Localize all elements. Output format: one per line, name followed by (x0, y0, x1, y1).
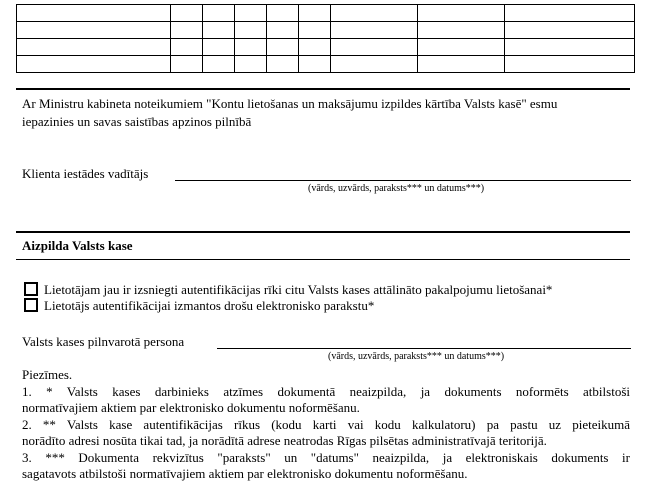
treasury-heading-underline (16, 259, 630, 260)
table-cell[interactable] (331, 22, 418, 39)
table-cell[interactable] (299, 56, 331, 73)
note-3-line2: sagatavots atbilstoši normatīvajiem aktiem par elektronisko dokumentu noformēšanu. (22, 466, 468, 481)
table-row (17, 56, 635, 73)
table-cell[interactable] (267, 56, 299, 73)
auth-tools-issued-label: Lietotājam jau ir izsniegti autentifikācijas rīki citu Valsts kases attālināto pakalpojumu lietošanai* (44, 282, 553, 297)
agreement-text-line2: iepazinies un savas saistības apzinos pilnībā (22, 114, 252, 129)
section-divider-middle (16, 231, 630, 233)
table-cell[interactable] (267, 5, 299, 22)
table-cell[interactable] (235, 39, 267, 56)
client-head-caption: (vārds, uzvārds, paraksts*** un datums***) (308, 183, 485, 194)
note-3-line1: 3. *** Dokumenta rekvizītus "paraksts" un "datums" neaizpilda, ja elektroniskais dokuments ir (22, 450, 630, 465)
table-cell[interactable] (171, 22, 203, 39)
treasury-person-label: Valsts kases pilnvarotā persona (22, 334, 185, 349)
table-cell[interactable] (203, 39, 235, 56)
table-cell[interactable] (203, 56, 235, 73)
table-cell[interactable] (267, 22, 299, 39)
table-cell[interactable] (418, 5, 505, 22)
table-cell[interactable] (505, 56, 635, 73)
notes-title: Piezīmes. (22, 367, 73, 382)
table-cell[interactable] (171, 56, 203, 73)
e-signature-checkbox[interactable] (24, 298, 38, 312)
table-cell[interactable] (331, 56, 418, 73)
table-cell[interactable] (171, 39, 203, 56)
table-cell[interactable] (418, 39, 505, 56)
auth-tools-issued-checkbox[interactable] (24, 282, 38, 296)
table-cell[interactable] (203, 22, 235, 39)
treasury-person-caption: (vārds, uzvārds, paraksts*** un datums***) (328, 351, 505, 362)
table-row (17, 22, 635, 39)
table-cell[interactable] (203, 5, 235, 22)
table-cell[interactable] (505, 39, 635, 56)
table-cell[interactable] (505, 22, 635, 39)
note-2-line1: 2. ** Valsts kase autentifikācijas rīkus (kodu karti vai kodu kalkulatoru) pa pastu uz pieteikumā (22, 417, 630, 432)
client-head-label: Klienta iestādes vadītājs (22, 166, 149, 181)
table-cell[interactable] (171, 5, 203, 22)
table-cell[interactable] (505, 5, 635, 22)
table-row (17, 39, 635, 56)
section-divider-top (16, 88, 630, 90)
e-signature-label: Lietotājs autentifikācijai izmantos drošu elektronisko parakstu* (44, 298, 375, 313)
treasury-section-heading: Aizpilda Valsts kase (22, 238, 133, 253)
table-cell[interactable] (17, 5, 171, 22)
table-cell[interactable] (267, 39, 299, 56)
table-cell[interactable] (17, 39, 171, 56)
table-cell[interactable] (235, 22, 267, 39)
table-cell[interactable] (418, 22, 505, 39)
table-cell[interactable] (235, 56, 267, 73)
table-cell[interactable] (17, 22, 171, 39)
table-cell[interactable] (235, 5, 267, 22)
agreement-text-line1: Ar Ministru kabineta noteikumiem "Kontu lietošanas un maksājumu izpildes kārtība Valsts kasē" esmu (22, 96, 558, 111)
table-row (17, 5, 635, 22)
note-2-line2: norādīto adresi nosūta tikai tad, ja norādītā adrese neatrodas Rīgas pilsētas administratīvajā teritorijā. (22, 433, 547, 448)
note-1-line2: normatīvajiem aktiem par elektronisko dokumentu noformēšanu. (22, 400, 360, 415)
table-cell[interactable] (418, 56, 505, 73)
note-1-line1: 1. * Valsts kases darbinieks atzīmes dokumentā neaizpilda, ja dokuments noformēts atbilstoši (22, 384, 630, 399)
table-cell[interactable] (299, 5, 331, 22)
table-cell[interactable] (299, 39, 331, 56)
table-cell[interactable] (299, 22, 331, 39)
table-cell[interactable] (17, 56, 171, 73)
data-table (16, 4, 635, 73)
table-cell[interactable] (331, 5, 418, 22)
table-cell[interactable] (331, 39, 418, 56)
